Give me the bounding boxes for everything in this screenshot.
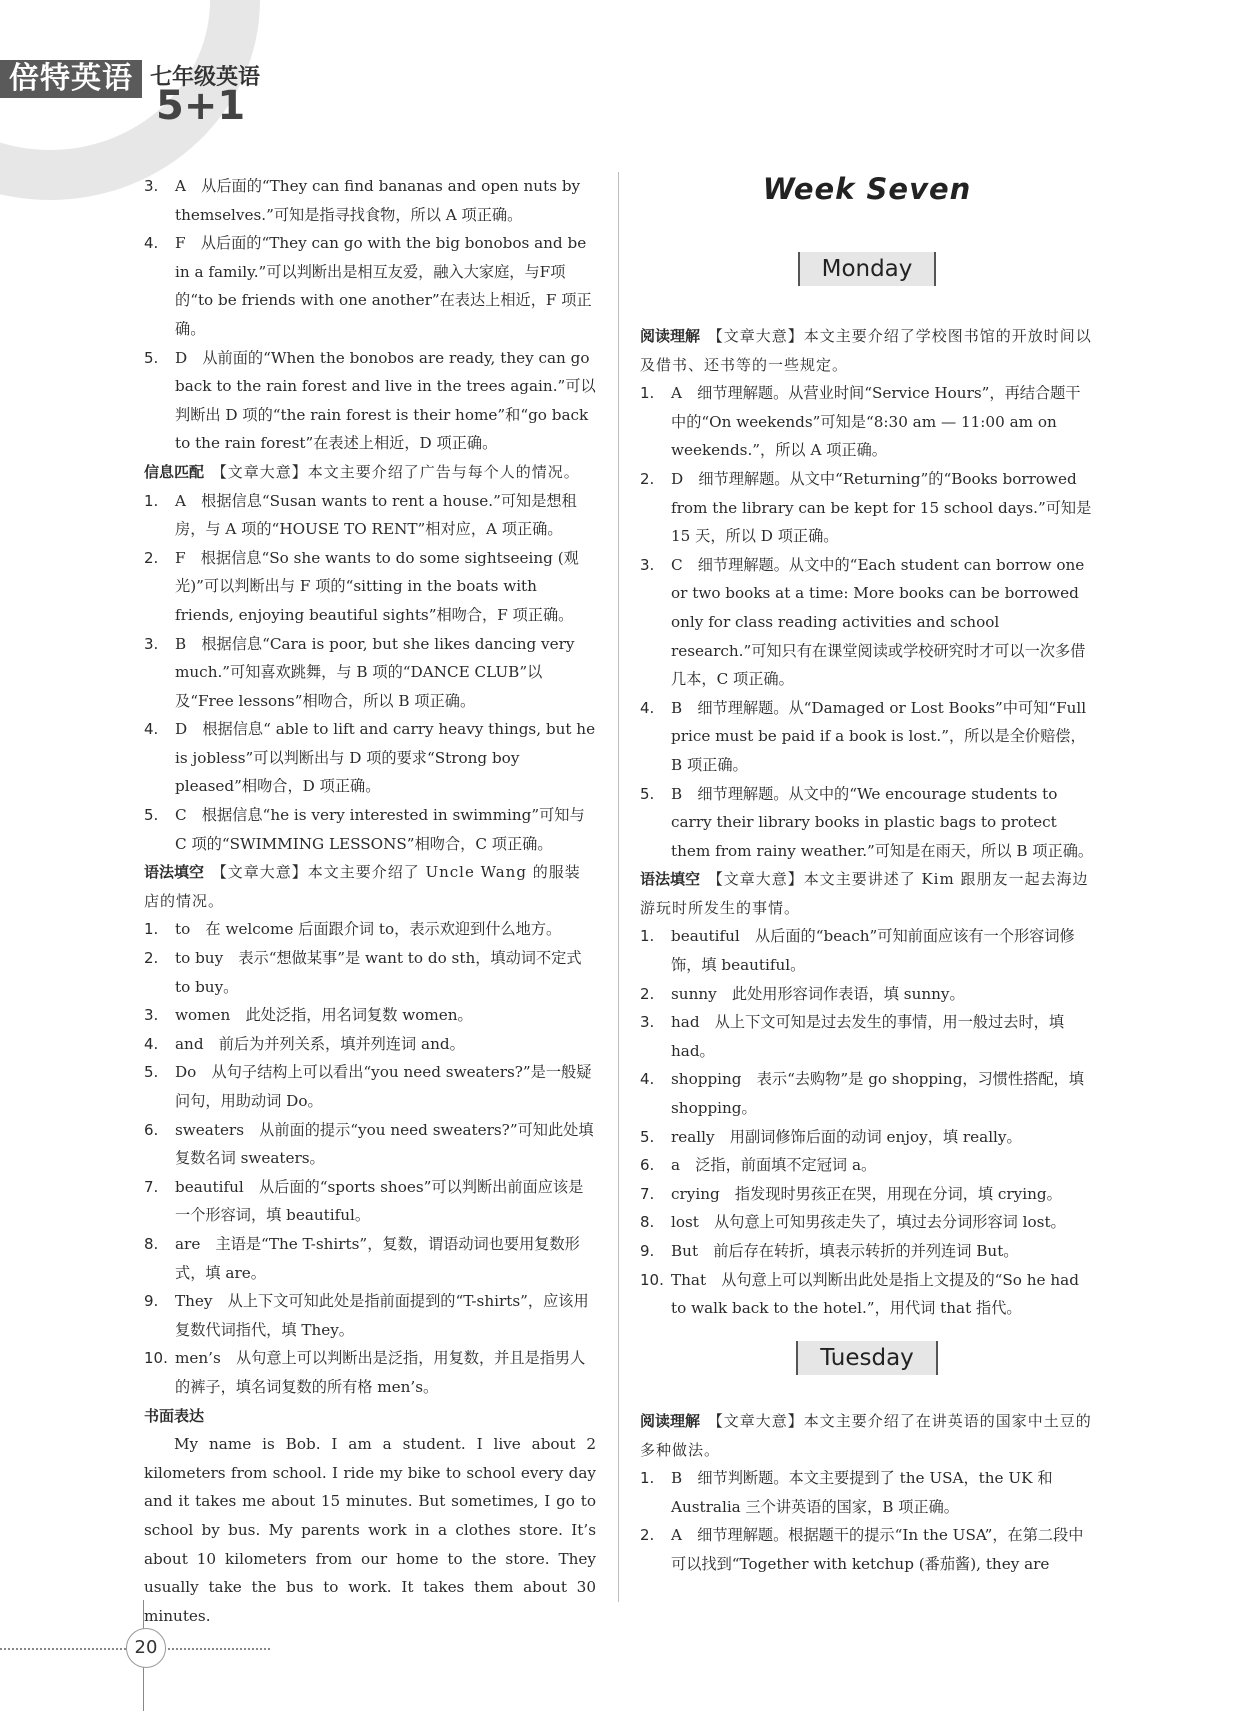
list-item: 5. D 从前面的“When the bonobos are ready, they can go back to the rain forest and live in the trees again.”可以判断出 D 项的“the rain forest is their home”和“go back to the rain forest”在表述上相近，D 项正确。 xyxy=(144,348,596,453)
list-item: 7. beautiful 从后面的“sports shoes”可以判断出前面应该是一个形容词，填 beautiful。 xyxy=(144,1177,584,1225)
right-column xyxy=(640,322,1094,1323)
list-item: 1. beautiful 从后面的“beach”可知前面应该有一个形容词修饰，填 beautiful。 xyxy=(640,927,1075,975)
list-item: 2. to buy 表示“想做某事”是 want to do sth，填动词不定式 to buy。 xyxy=(144,949,582,996)
list-item: 10. men’s 从句意上可以判断出是泛指，用复数，并且是指男人的裤子，填名词复数的所有格 men’s。 xyxy=(144,1349,586,1396)
day-label-monday: Monday xyxy=(798,252,937,286)
list-item: 3. B 根据信息“Cara is poor, but she likes dancing very much.”可知喜欢跳舞，与 B 项的“DANCE CLUB”以及“Free lessons”相吻合，所以 B 项正确。 xyxy=(144,634,575,710)
list-item: 1. A 细节理解题。从营业时间“Service Hours”，再结合题干中的“On weekends”可知是“8:30 am — 11:00 am on weekends.”，所以 A 项正确。 xyxy=(640,384,1081,460)
right-items-2 xyxy=(640,922,1094,1322)
section-reading: 阅读理解 【文章大意】本文主要介绍了学校图书馆的开放时间以及借书、还书等的一些规定。 xyxy=(640,327,1092,374)
left-items-2 xyxy=(144,487,596,859)
list-item: 8. are 主语是“The T-shirts”，复数，谓语动词也要用复数形式，填 are。 xyxy=(144,1234,580,1282)
section-grammar-right: 语法填空 【文章大意】本文主要讲述了 Kim 跟朋友一起去海边游玩时所发生的事情。 xyxy=(640,870,1089,917)
grade-label: 七年级英语 xyxy=(150,65,261,90)
brand-logo: 倍特英语 xyxy=(0,60,142,98)
monday-heading xyxy=(640,252,1094,286)
day-label-tuesday: Tuesday xyxy=(796,1341,938,1375)
page-number: 20 xyxy=(126,1628,166,1668)
left-items-3 xyxy=(144,915,596,1401)
writing-paragraph: My name is Bob. I am a student. I live about 2 kilometers from school. I ride my bike to school every day and it takes me about 15 minutes. But sometimes, I go to school by bus. My parents work in a clothes store. It’s about 10 kilometers from our home to the store. They usually take the bus to work. It takes them about 30 minutes. xyxy=(144,1435,596,1625)
list-item: 4. and 前后为并列关系，填并列连词 and。 xyxy=(144,1034,465,1053)
list-item: 1. to 在 welcome 后面跟介词 to，表示欢迎到什么地方。 xyxy=(144,920,562,939)
section-info-match: 信息匹配 【文章大意】本文主要介绍了广告与每个人的情况。 xyxy=(144,462,580,481)
section-writing: 书面表达 xyxy=(144,1406,205,1425)
list-item: 6. a 泛指，前面填不定冠词 a。 xyxy=(640,1156,877,1175)
list-item: 3. A 从后面的“They can find bananas and open nuts by themselves.”可知是指寻找食物，所以 A 项正确。 xyxy=(144,177,581,224)
list-item: 8. lost 从句意上可知男孩走失了，填过去分词形容词 lost。 xyxy=(640,1213,1066,1232)
list-item: 4. F 从后面的“They can go with the big bonobos and be in a family.”可以判断出是相互友爱，融入大家庭，与F项的“to be friends with one another”在表达上相近，F 项正确。 xyxy=(144,234,592,338)
list-item: 5. C 根据信息“he is very interested in swimming”可知与 C 项的“SWIMMING LESSONS”相吻合，C 项正确。 xyxy=(144,806,585,853)
list-item: 4. D 根据信息“ able to lift and carry heavy things, but he is jobless”可以判断出与 D 项的要求“Strong boy pleased”相吻合，D 项正确。 xyxy=(144,720,596,796)
list-item: 5. B 细节理解题。从文中的“We encourage students to carry their library books in plastic bags to protect them from rainy weather.”可知是在雨天，所以 B 项正确。 xyxy=(640,784,1094,860)
left-items-1 xyxy=(144,172,596,458)
list-item: 2. F 根据信息“So she wants to do some sightseeing (观光)”可以判断出与 F 项的“sitting in the boats with friends, enjoying beautiful sights”相吻合，F 项正确。 xyxy=(144,548,579,624)
list-item: 1. A 根据信息“Susan wants to rent a house.”可知是想租房，与 A 项的“HOUSE TO RENT”相对应，A 项正确。 xyxy=(144,491,577,539)
column-divider xyxy=(618,172,619,1602)
right-items-1 xyxy=(640,379,1094,865)
list-item: 5. really 用副词修饰后面的动词 enjoy，填 really。 xyxy=(640,1127,1022,1146)
list-item: 3. C 细节理解题。从文中的“Each student can borrow one or two books at a time: More books can be borrowed only for class reading activities and school research.”可知只有在课堂阅读或学校研究时才可以一次多借几本，C 项正确。 xyxy=(640,555,1086,689)
list-item: 6. sweaters 从前面的提示“you need sweaters?”可知此处填复数名词 sweaters。 xyxy=(144,1120,594,1168)
list-item: 9. They 从上下文可知此处是指前面提到的“T-shirts”，应该用复数代词指代，填 They。 xyxy=(144,1292,589,1339)
list-item: 5. Do 从句子结构上可以看出“you need sweaters?”是一般疑问句，用助动词 Do。 xyxy=(144,1063,592,1110)
week-title: Week Seven xyxy=(762,172,972,206)
list-item: 1. B 细节判断题。本文主要提到了 the USA，the UK 和 Australia 三个讲英语的国家，B 项正确。 xyxy=(640,1469,1053,1516)
list-item: 9. But 前后存在转折，填表示转折的并列连词 But。 xyxy=(640,1242,1019,1260)
tuesday-heading xyxy=(640,1341,1094,1375)
left-column xyxy=(144,172,596,1630)
list-item: 4. B 细节理解题。从“Damaged or Lost Books”中可知“Full price must be paid if a book is lost.”，所以是全价赔偿，B 项正确。 xyxy=(640,698,1087,774)
list-item: 7. crying 指发现时男孩正在哭，用现在分词，填 crying。 xyxy=(640,1184,1062,1203)
list-item: 10. That 从句意上可以判断出此处是指上文提及的“So he had to walk back to the hotel.”，用代词 that 指代。 xyxy=(640,1270,1079,1318)
list-item: 2. A 细节理解题。根据题干的提示“In the USA”，在第二段中可以找到“Together with ketchup (番茄酱), they are xyxy=(640,1526,1084,1573)
list-item: 3. women 此处泛指，用名词复数 women。 xyxy=(144,1006,473,1025)
series-label: 5+1 xyxy=(156,83,246,129)
section-grammar: 语法填空 【文章大意】本文主要介绍了 Uncle Wang 的服装店的情况。 xyxy=(144,863,581,910)
list-item: 3. had 从上下文可知是过去发生的事情，用一般过去时，填 had。 xyxy=(640,1013,1065,1060)
list-item: 4. shopping 表示“去购物”是 go shopping，习惯性搭配，填 shopping。 xyxy=(640,1070,1084,1118)
list-item: 2. sunny 此处用形容词作表语，填 sunny。 xyxy=(640,984,965,1003)
right-column-tuesday xyxy=(640,1407,1094,1579)
section-reading-2: 阅读理解 【文章大意】本文主要介绍了在讲英语的国家中土豆的多种做法。 xyxy=(640,1412,1092,1459)
list-item: 2. D 细节理解题。从文中“Returning”的“Books borrowed from the library can be kept for 15 school days.”可知是 15 天，所以 D 项正确。 xyxy=(640,469,1092,546)
